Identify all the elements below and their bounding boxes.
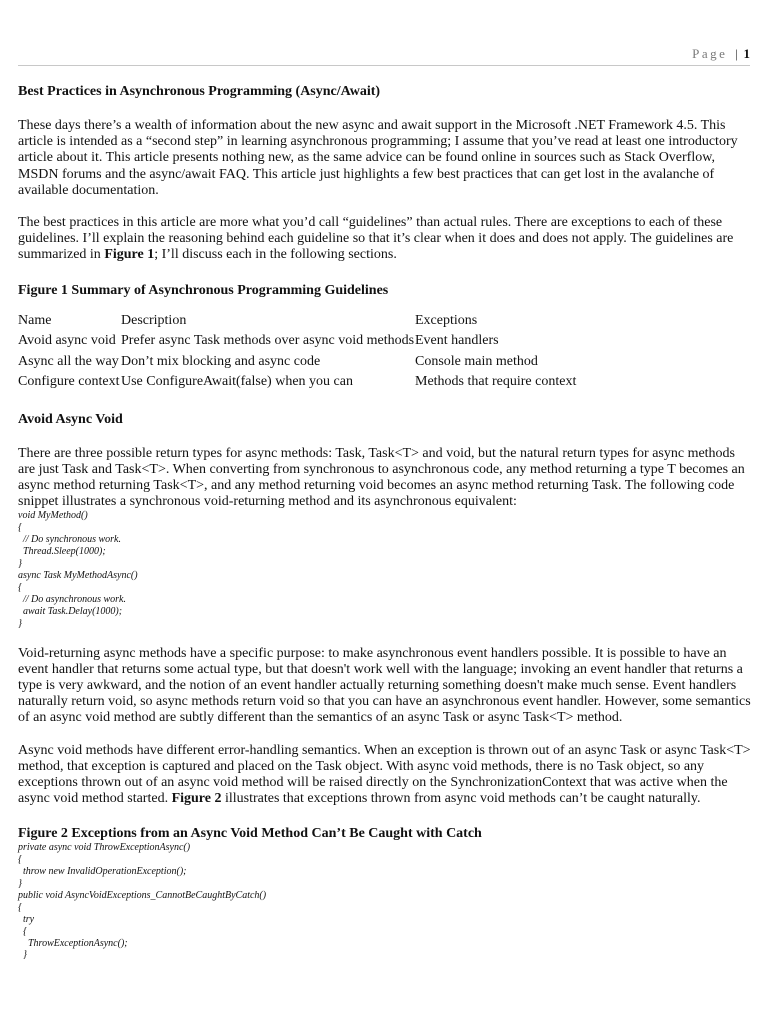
- section1-paragraph-2: Void-returning async methods have a specific purpose: to make asynchronous event handlers possible. It is possible to have an event handler that returns some actual type, but that doesn't work well with the language; invoking an event handler that returns a type is very awkward, and the notion of an event handler actually returning something doesn't make much sense. Event handlers naturally return void, so async methods return void so that you can have an asynchronous event handler. However, some semantics of an async void method are subtly different than the semantics of an async Task or async Task<T> method.: [18, 645, 751, 726]
- table-header-cell: Name: [18, 312, 52, 328]
- figure2-caption: Figure 2 Exceptions from an Async Void Method Can’t Be Caught with Catch: [18, 826, 482, 842]
- code-snippet-2: private async void ThrowExceptionAsync() { throw new InvalidOperationException(); } public void AsyncVoidExceptions_CannotBeCaughtByCatch() { try { ThrowExceptionAsync(); }: [18, 842, 267, 961]
- code-snippet-1: void MyMethod() { // Do synchronous work. Thread.Sleep(1000); } async Task MyMethodAsync() { // Do asynchronous work. await Task.Delay(1000); }: [18, 510, 138, 629]
- section1-p3-text-a: Async void methods have different error-handling semantics. When an exception is thrown out of an async Task or async Task<T> method, that exception is captured and placed on the Task object. With async void methods, there is no Task object, so any exceptions thrown out of an async void method will be raised directly on the SynchronizationContext that was active when the async void method started.: [18, 742, 751, 807]
- section1-paragraph-3: [18, 743, 753, 808]
- table-cell: Event handlers: [415, 333, 499, 349]
- section1-p3-text-b: illustrates that exceptions thrown from async void methods can’t be caught naturally.: [221, 791, 701, 807]
- table-cell: Console main method: [415, 353, 538, 369]
- guidelines-table: [18, 313, 576, 395]
- section1-paragraph-1: There are three possible return types for async methods: Task, Task<T> and void, but the natural return types for async methods are just Task and Task<T>. When converting from synchronous to asynchronous code, any method returning a type T becomes an async method returning Task<T>, and any method returning void becomes an async method returning Task. The following code snippet illustrates a synchronous void-returning method and its asynchronous equivalent:: [18, 445, 745, 510]
- page-separator: |: [735, 46, 738, 61]
- intro-p2-text-b: ; I’ll discuss each in the following sections.: [154, 247, 397, 263]
- table-cell: Methods that require context: [415, 374, 577, 390]
- intro-p2-text-a: The best practices in this article are more what you’d call “guidelines” than actual rules. There are exceptions to each of these guidelines. I’ll explain the reasoning behind each guideline so that it’s clear when it does and does not apply. The guidelines are summarized in: [18, 215, 734, 263]
- page-header: [18, 46, 750, 62]
- table-row: [18, 354, 576, 375]
- table-cell: Prefer async Task methods over async void methods: [121, 333, 415, 349]
- table-cell: Configure context: [18, 374, 120, 390]
- figure1-reference: Figure 1: [104, 247, 155, 263]
- table-row: [18, 374, 576, 395]
- table-cell: Avoid async void: [18, 333, 116, 349]
- figure1-caption: Figure 1 Summary of Asynchronous Programming Guidelines: [18, 282, 389, 298]
- table-header-row: [18, 313, 576, 334]
- document-body: [18, 83, 753, 961]
- page-number: 1: [743, 46, 750, 61]
- article-title: Best Practices in Asynchronous Programming (Async/Await): [18, 84, 381, 99]
- table-header-cell: Exceptions: [415, 312, 478, 328]
- section-heading-avoid-async-void: Avoid Async Void: [18, 411, 123, 427]
- intro-paragraph-2: [18, 215, 753, 264]
- table-cell: Don’t mix blocking and async code: [121, 353, 321, 369]
- table-header-cell: Description: [121, 312, 187, 328]
- table-cell: Async all the way: [18, 353, 119, 369]
- figure2-reference: Figure 2: [171, 791, 222, 807]
- table-cell: Use ConfigureAwait(false) when you can: [121, 374, 353, 390]
- intro-paragraph-1: These days there’s a wealth of information about the new async and await support in the Microsoft .NET Framework 4.5. This article is intended as a “second step” in learning asynchronous programming; I assume that you’ve read at least one introductory article about it. This article presents nothing new, as the same advice can be found online in sources such as Stack Overflow, MSDN forums and the async/await FAQ. This article just highlights a few best practices that can get lost in the avalanche of available documentation.: [18, 118, 738, 198]
- header-divider: [18, 65, 750, 66]
- table-row: [18, 333, 576, 354]
- page-label: Page: [692, 46, 728, 61]
